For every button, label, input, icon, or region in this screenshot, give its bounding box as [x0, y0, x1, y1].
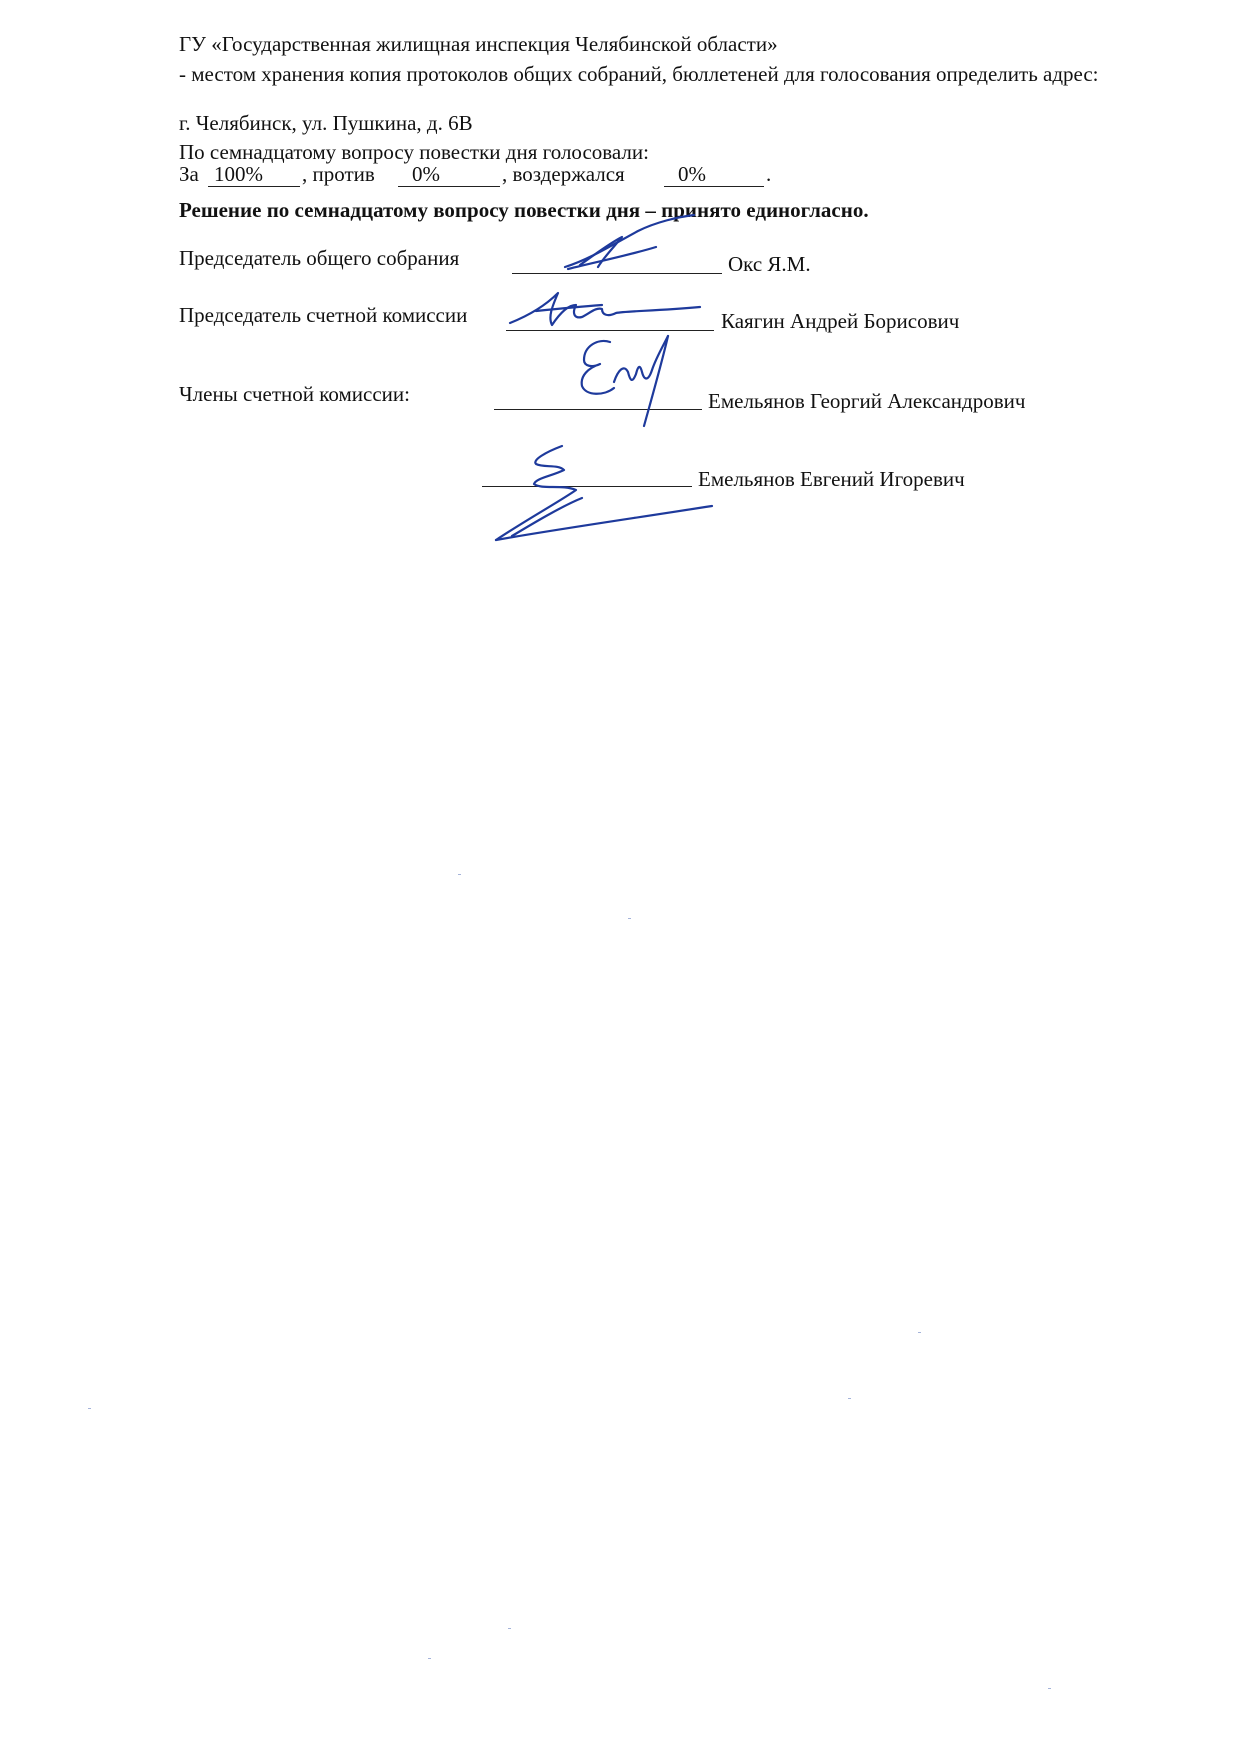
vote-intro: По семнадцатому вопросу повестки дня голосовали: — [179, 140, 649, 164]
scan-speck — [458, 874, 461, 875]
members-label: Члены счетной комиссии: — [179, 382, 410, 406]
member2-name: Емельянов Евгений Игоревич — [698, 467, 965, 491]
vote-against-label: , против — [302, 162, 375, 186]
vote-end-mark: . — [766, 162, 772, 186]
scan-speck — [918, 1332, 921, 1333]
vote-for-value — [208, 162, 300, 187]
vote-abstain-value — [664, 162, 764, 187]
decision-line: Решение по семнадцатому вопросу повестки дня – принято единогласно. — [179, 198, 869, 222]
chairman-name: Окс Я.М. — [728, 252, 811, 276]
inspection-line: ГУ «Государственная жилищная инспекция Челябинской области» — [179, 32, 778, 56]
member1-signature-icon — [570, 330, 680, 430]
storage-paragraph: - местом хранения копия протоколов общих собраний, бюллетеней для голосования определить адрес: — [179, 62, 1099, 86]
chairman-label: Председатель общего собрания — [179, 246, 460, 270]
vote-abstain-label: , воздержался — [502, 162, 625, 186]
vote-for-value-text: 100% — [214, 162, 263, 186]
address-line: г. Челябинск, ул. Пушкина, д. 6В — [179, 111, 473, 135]
scan-speck — [88, 1408, 91, 1409]
vote-against-value — [398, 162, 500, 187]
scan-speck — [508, 1628, 511, 1629]
member1-name: Емельянов Георгий Александрович — [708, 389, 1026, 413]
counting-chair-name: Каягин Андрей Борисович — [721, 309, 960, 333]
counting-chair-signature-icon — [506, 285, 706, 335]
chairman-signature-icon — [560, 215, 700, 275]
scan-speck — [1048, 1688, 1051, 1689]
scan-speck — [428, 1658, 431, 1659]
counting-chair-label: Председатель счетной комиссии — [179, 303, 468, 327]
vote-against-value-text: 0% — [412, 162, 440, 186]
vote-abstain-value-text: 0% — [678, 162, 706, 186]
scan-speck — [628, 918, 631, 919]
member2-signature-icon — [492, 440, 722, 545]
scan-speck — [848, 1398, 851, 1399]
vote-for-label: За — [179, 162, 199, 186]
